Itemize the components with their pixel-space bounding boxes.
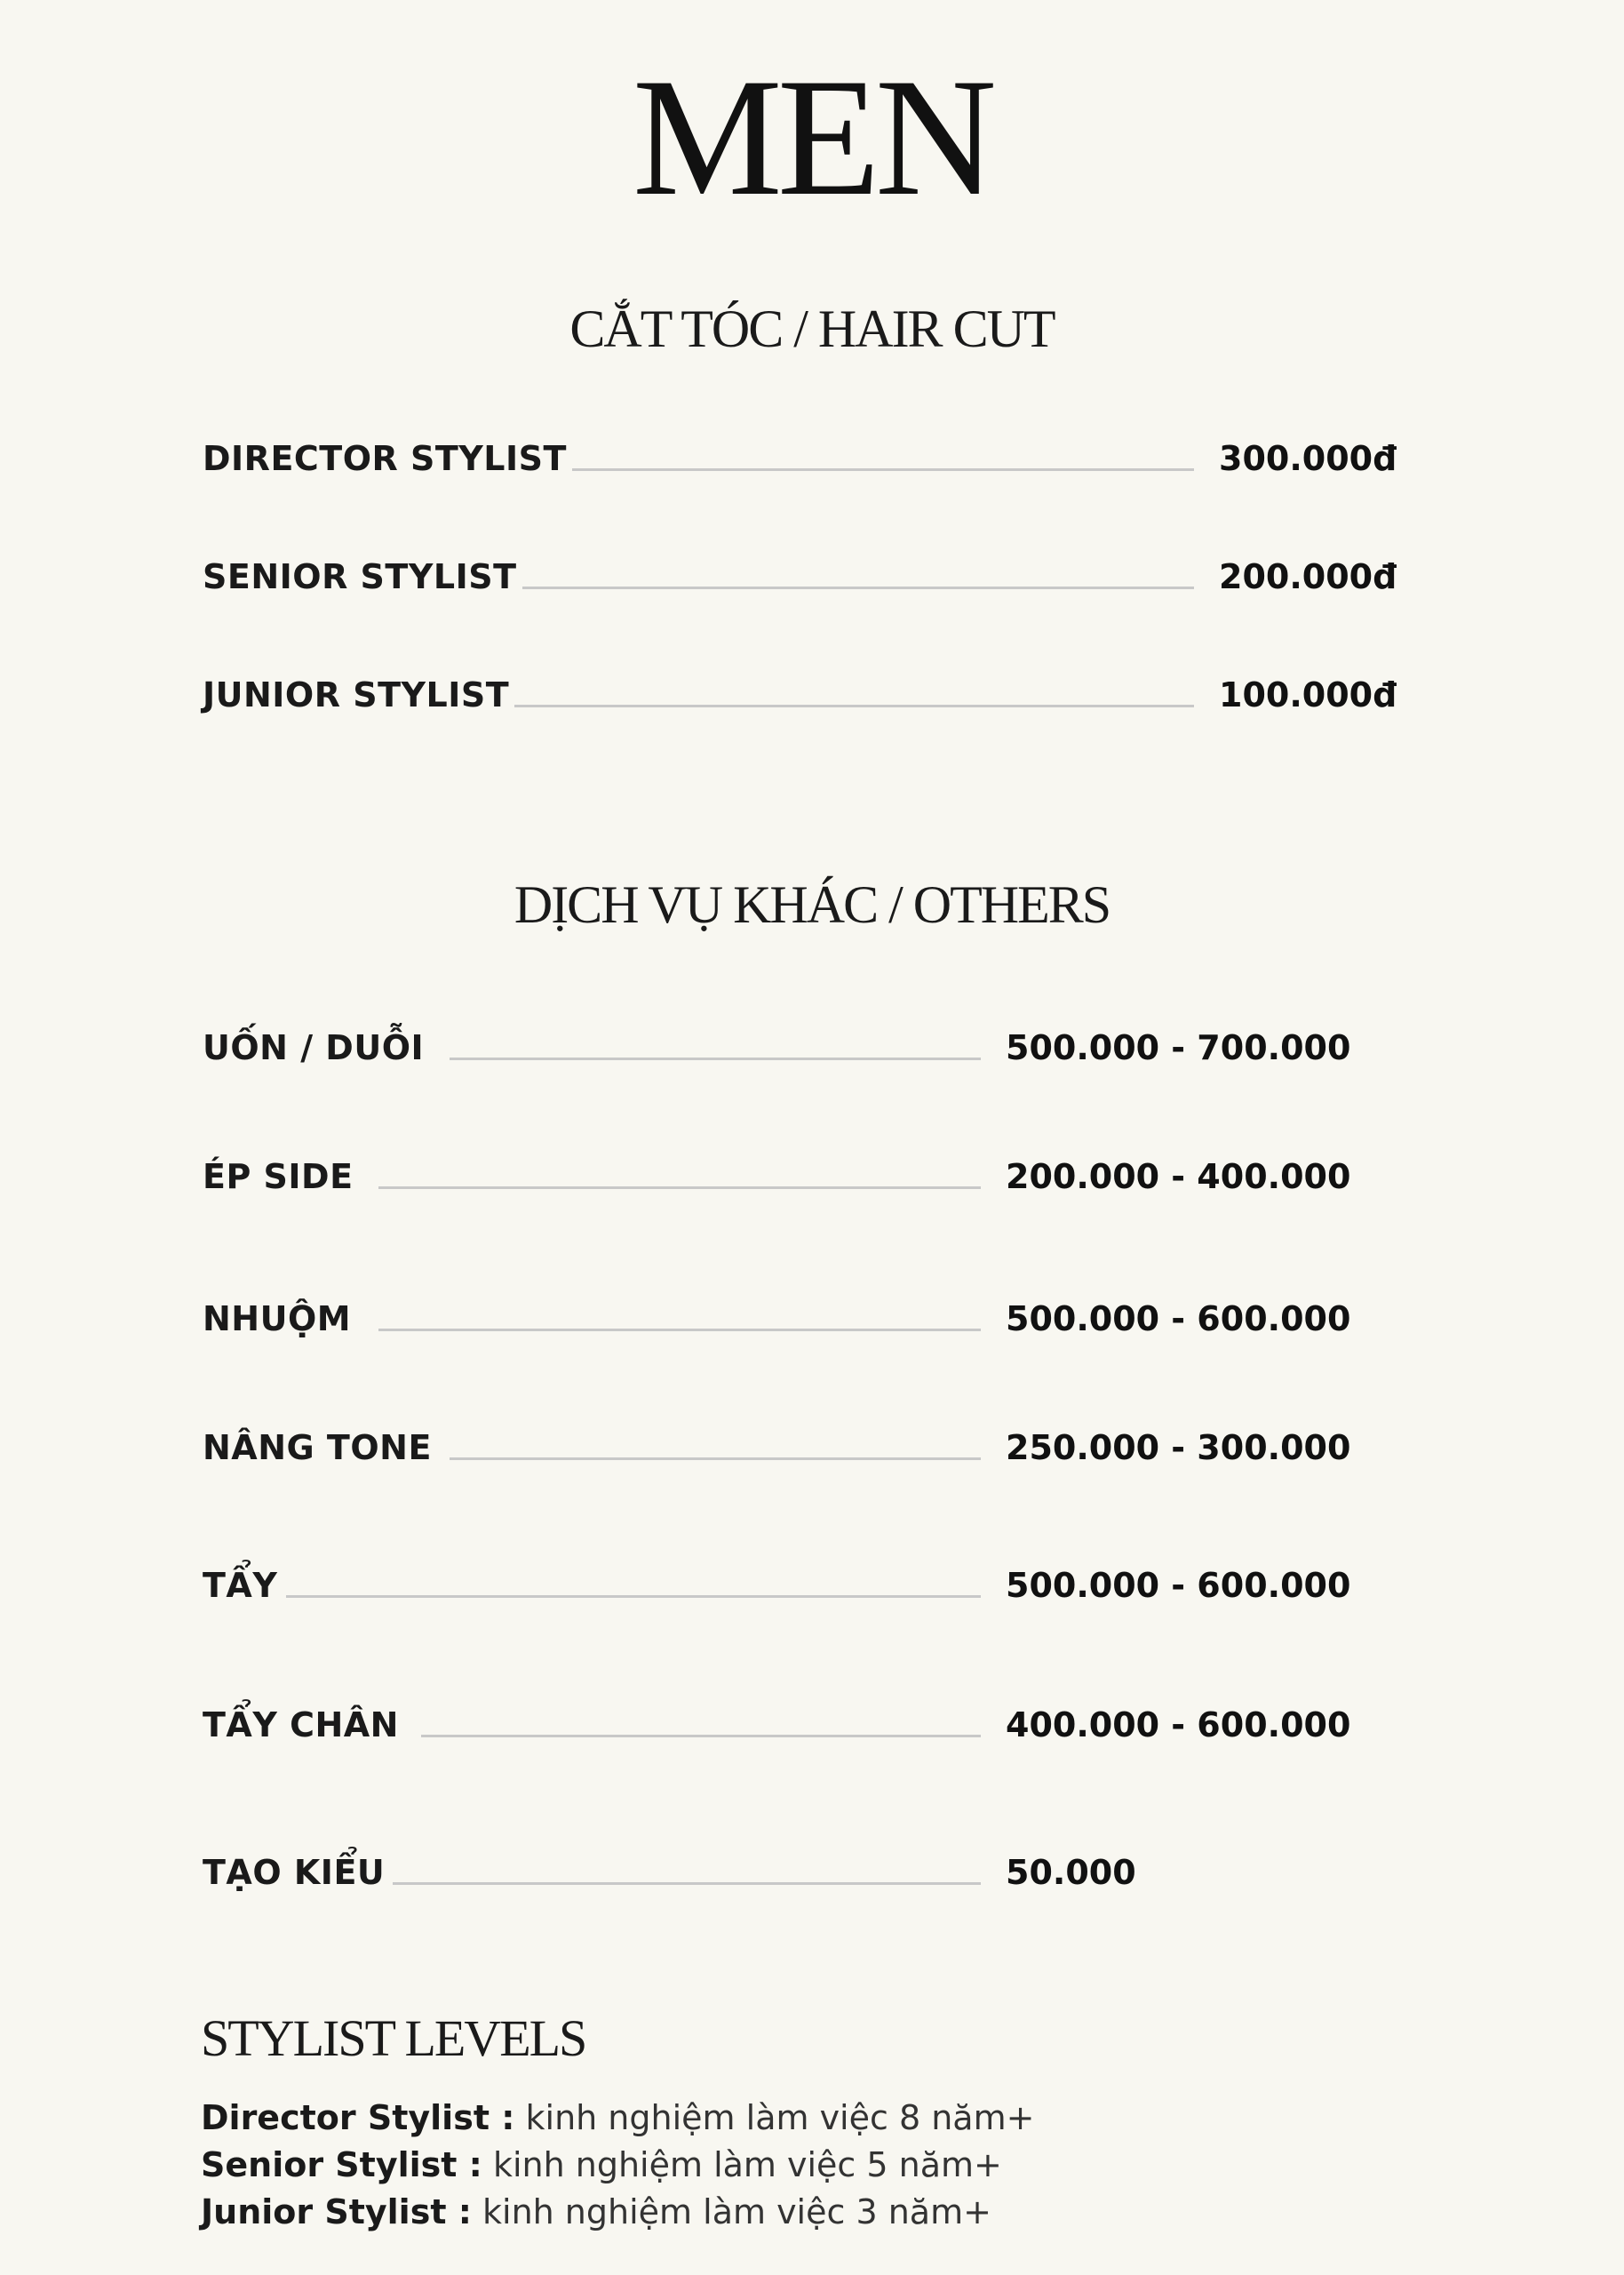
service-price: 400.000 - 600.000	[1006, 1705, 1351, 1744]
service-label: DIRECTOR STYLIST	[203, 439, 567, 478]
service-price: 500.000 - 700.000	[1006, 1028, 1351, 1067]
haircut-section-title: CẮT TÓC / HAIR CUT	[569, 299, 1055, 358]
service-label: NHUỘM	[203, 1299, 352, 1338]
level-description: kinh nghiệm làm việc 8 năm+	[514, 2098, 1035, 2137]
service-label: UỐN / DUỖI	[203, 1028, 425, 1067]
price-row-junior-stylist	[0, 675, 1624, 731]
leader-line	[286, 1595, 981, 1598]
others-section-title: DỊCH VỤ KHÁC / OTHERS	[513, 875, 1111, 934]
service-price: 500.000 - 600.000	[1006, 1299, 1351, 1338]
service-price: 250.000 - 300.000	[1006, 1428, 1351, 1467]
price-row-tay	[0, 1566, 1624, 1622]
leader-line	[514, 705, 1194, 707]
service-label: NÂNG TONE	[203, 1428, 432, 1467]
level-line-senior	[201, 2145, 1002, 2184]
level-description: kinh nghiệm làm việc 3 năm+	[471, 2192, 991, 2231]
leader-line	[378, 1329, 981, 1331]
leader-line	[522, 587, 1194, 589]
price-row-tay-chan	[0, 1705, 1624, 1761]
leader-line	[421, 1735, 981, 1737]
level-description: kinh nghiệm làm việc 5 năm+	[482, 2145, 1002, 2184]
price-row-uon-duoi	[0, 1028, 1624, 1084]
service-label: TẨY CHÂN	[203, 1705, 399, 1744]
service-price: 50.000	[1006, 1853, 1136, 1892]
service-price: 100.000đ	[1219, 675, 1397, 714]
level-name: Director Stylist :	[201, 2098, 515, 2137]
leader-line	[450, 1058, 981, 1060]
service-label: TẠO KIỂU	[203, 1853, 386, 1892]
stylist-levels-title: STYLIST LEVELS	[201, 2009, 586, 2067]
service-price: 300.000đ	[1219, 439, 1397, 478]
price-row-ep-side	[0, 1157, 1624, 1213]
page-title: MEN	[632, 44, 992, 231]
leader-line	[572, 468, 1194, 471]
level-name: Senior Stylist :	[201, 2145, 482, 2184]
service-label: ÉP SIDE	[203, 1157, 354, 1196]
leader-line	[378, 1186, 981, 1189]
price-row-tao-kieu	[0, 1853, 1624, 1909]
service-label: TẨY	[203, 1566, 278, 1605]
price-row-director-stylist	[0, 439, 1624, 495]
leader-line	[450, 1457, 981, 1460]
price-row-nhuom	[0, 1299, 1624, 1355]
service-price: 200.000đ	[1219, 557, 1397, 596]
leader-line	[393, 1882, 981, 1885]
service-label: JUNIOR STYLIST	[203, 675, 510, 714]
service-price: 200.000 - 400.000	[1006, 1157, 1351, 1196]
level-line-director	[201, 2098, 1035, 2137]
price-row-senior-stylist	[0, 557, 1624, 613]
level-name: Junior Stylist :	[201, 2192, 472, 2231]
level-line-junior	[201, 2192, 991, 2231]
service-price: 500.000 - 600.000	[1006, 1566, 1351, 1605]
service-label: SENIOR STYLIST	[203, 557, 517, 596]
price-row-nang-tone	[0, 1428, 1624, 1484]
